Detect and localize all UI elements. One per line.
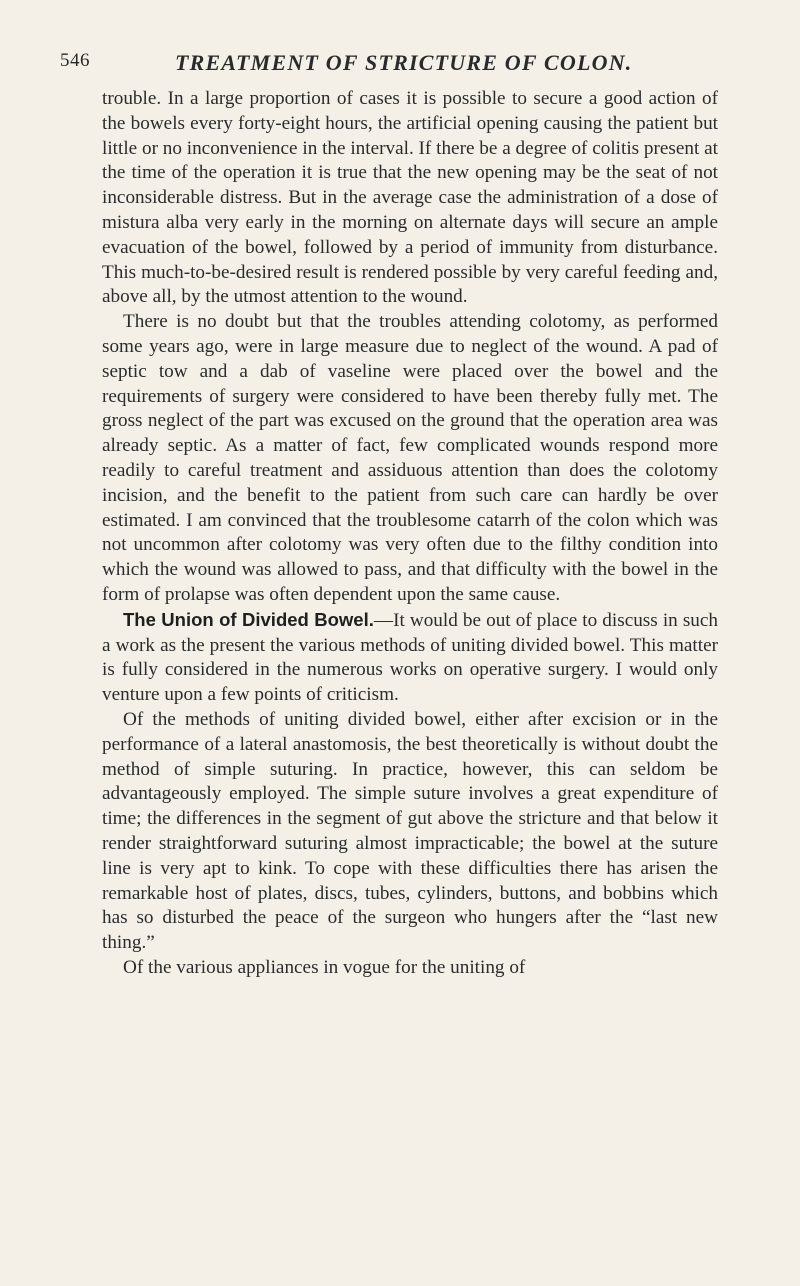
paragraph	[102, 608, 718, 708]
page-header	[60, 50, 750, 80]
paragraph: There is no doubt but that the troubles attending colotomy, as performed some years ago, were in large measure due to neglect of the wound. A pad of septic tow and a dab of vaseline were placed over the bowel and the requirements of surgery were considered to have been thereby fully met. The gross neglect of the part was excused on the ground that the operation area was already septic. As a matter of fact, few complicated wounds respond more readily to careful treatment and assiduous attention than does the colotomy incision, and the benefit to the patient from such care can hardly be over estimated. I am convinced that the troublesome catarrh of the colon which was not uncommon after colotomy was very often due to the filthy condition into which the wound was allowed to pass, and that difficulty with the bowel in the form of prolapse was often dependent upon the same cause.	[102, 311, 718, 605]
paragraph: Of the methods of uniting divided bowel, either after excision or in the performance of a lateral anastomosis, the best theoretically is without doubt the method of simple suturing. In practice, however, this can seldom be advantageously employed. The simple suture involves a great expenditure of time; the differences in the segment of gut above the stricture and that below it render straightforward suturing almost impracticable; the bowel at the suture line is very apt to kink. To cope with these difficulties there has arisen the remarkable host of plates, discs, tubes, cylinders, buttons, and bobbins which has so disturbed the peace of the surgeon who hungers after the “last new thing.”	[102, 708, 718, 954]
running-title: TREATMENT OF STRICTURE OF COLON.	[175, 50, 633, 75]
paragraph: trouble. In a large proportion of cases it is possible to secure a good action of the bowels every forty-eight hours, the artificial opening causing the patient but little or no inconvenience in the interval. If there be a degree of colitis present at the time of the operation it is true that the new opening may be the seat of not inconsiderable distress. But in the average case the administration of a dose of mistura alba very early in the morning on alternate days will secure an ample evacuation of the bowel, followed by a period of immunity from disturbance. This much-to-be-desired result is rendered possible by very careful feeding and, above all, by the utmost attention to the wound.	[102, 88, 718, 308]
paragraph: Of the various appliances in vogue for the uniting of	[123, 956, 526, 978]
paragraph-text: —It would be out of place to discuss in such a work as the present the various methods of uniting divided bowel. This matter is fully considered in the numerous works on operative surgery. I would only venture upon a few points of criticism.	[102, 609, 718, 706]
page-number: 546	[60, 50, 90, 71]
section-heading: The Union of Divided Bowel.	[123, 608, 374, 630]
body-text	[102, 87, 718, 981]
